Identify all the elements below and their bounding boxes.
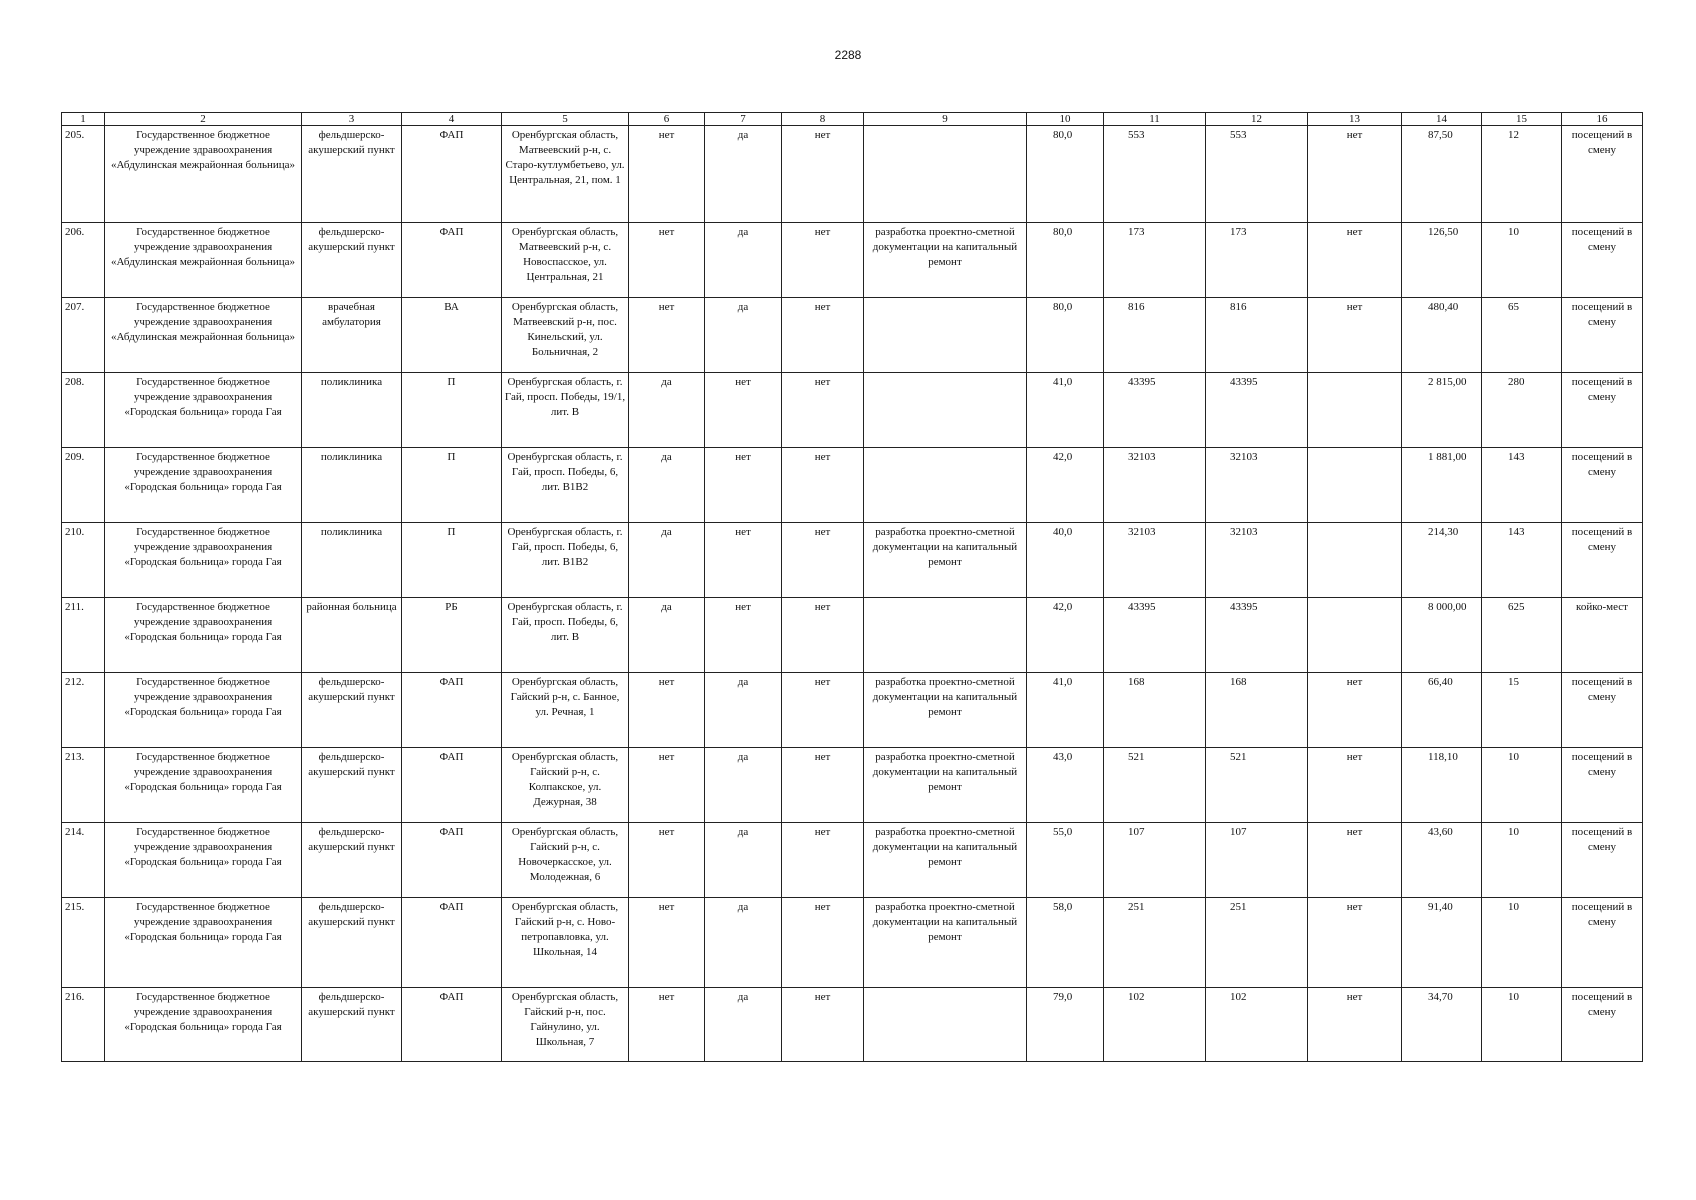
column-15-value: 625	[1482, 598, 1562, 673]
column-7-value: нет	[705, 373, 782, 448]
column-14-value: 214,30	[1402, 523, 1482, 598]
row-number: 212.	[62, 673, 105, 748]
facility-abbreviation: ФАП	[402, 823, 502, 898]
column-7-value: да	[705, 223, 782, 298]
facility-type: фельдшерско-акушерский пункт	[302, 748, 402, 823]
column-14-value: 34,70	[1402, 988, 1482, 1062]
column-12-value: 521	[1206, 748, 1308, 823]
facility-address: Оренбургская область, Матвеевский р-н, пос. Кинельский, ул. Больничная, 2	[502, 298, 629, 373]
facility-abbreviation: ФАП	[402, 223, 502, 298]
page-number: 2288	[834, 48, 862, 62]
column-11-value: 816	[1104, 298, 1206, 373]
column-10-value: 41,0	[1027, 373, 1104, 448]
column-14-value: 43,60	[1402, 823, 1482, 898]
column-6-value: нет	[629, 988, 705, 1062]
facility-address: Оренбургская область, г. Гай, просп. Победы, 6, лит. В1В2	[502, 448, 629, 523]
facility-type: поликлиника	[302, 373, 402, 448]
column-14-value: 8 000,00	[1402, 598, 1482, 673]
column-8-value: нет	[782, 126, 864, 223]
row-number: 206.	[62, 223, 105, 298]
column-12-value: 32103	[1206, 523, 1308, 598]
facility-abbreviation: ФАП	[402, 673, 502, 748]
column-11-value: 32103	[1104, 523, 1206, 598]
column-number-7: 7	[705, 113, 782, 126]
column-7-value: да	[705, 126, 782, 223]
column-14-value: 480,40	[1402, 298, 1482, 373]
column-12-value: 168	[1206, 673, 1308, 748]
planned-work	[864, 298, 1027, 373]
capacity-unit: посещений в смену	[1562, 298, 1643, 373]
planned-work: разработка проектно-сметной документации на капитальный ремонт	[864, 823, 1027, 898]
planned-work	[864, 373, 1027, 448]
institution-name: Государственное бюджетное учреждение здравоохранения «Городская больница» города Гая	[105, 523, 302, 598]
column-11-value: 43395	[1104, 373, 1206, 448]
facility-type: районная больница	[302, 598, 402, 673]
facility-address: Оренбургская область, Гайский р-н, с. Колпакское, ул. Дежурная, 38	[502, 748, 629, 823]
planned-work	[864, 988, 1027, 1062]
column-12-value: 107	[1206, 823, 1308, 898]
column-number-16: 16	[1562, 113, 1643, 126]
column-14-value: 1 881,00	[1402, 448, 1482, 523]
column-7-value: да	[705, 823, 782, 898]
institution-name: Государственное бюджетное учреждение здравоохранения «Городская больница» города Гая	[105, 898, 302, 988]
facility-address: Оренбургская область, г. Гай, просп. Победы, 19/1, лит. В	[502, 373, 629, 448]
facility-type: фельдшерско-акушерский пункт	[302, 126, 402, 223]
capacity-unit: посещений в смену	[1562, 523, 1643, 598]
column-12-value: 32103	[1206, 448, 1308, 523]
institution-name: Государственное бюджетное учреждение здравоохранения «Городская больница» города Гая	[105, 598, 302, 673]
capacity-unit: посещений в смену	[1562, 748, 1643, 823]
row-number: 207.	[62, 298, 105, 373]
column-7-value: да	[705, 673, 782, 748]
facility-abbreviation: П	[402, 523, 502, 598]
column-6-value: да	[629, 598, 705, 673]
table-row	[62, 598, 1643, 673]
row-number: 215.	[62, 898, 105, 988]
facility-address: Оренбургская область, Матвеевский р-н, с. Старо-кутлумбетьево, ул. Центральная, 21, пом. 1	[502, 126, 629, 223]
institution-name: Государственное бюджетное учреждение здравоохранения «Городская больница» города Гая	[105, 673, 302, 748]
column-15-value: 10	[1482, 823, 1562, 898]
column-number-1: 1	[62, 113, 105, 126]
facility-type: поликлиника	[302, 523, 402, 598]
facility-abbreviation: РБ	[402, 598, 502, 673]
column-7-value: да	[705, 298, 782, 373]
planned-work	[864, 448, 1027, 523]
capacity-unit: посещений в смену	[1562, 673, 1643, 748]
column-12-value: 251	[1206, 898, 1308, 988]
facility-abbreviation: ФАП	[402, 748, 502, 823]
planned-work: разработка проектно-сметной документации на капитальный ремонт	[864, 673, 1027, 748]
facility-type: фельдшерско-акушерский пункт	[302, 988, 402, 1062]
column-12-value: 173	[1206, 223, 1308, 298]
row-number: 216.	[62, 988, 105, 1062]
planned-work: разработка проектно-сметной документации на капитальный ремонт	[864, 898, 1027, 988]
column-14-value: 87,50	[1402, 126, 1482, 223]
column-8-value: нет	[782, 373, 864, 448]
column-15-value: 15	[1482, 673, 1562, 748]
column-6-value: да	[629, 373, 705, 448]
column-8-value: нет	[782, 748, 864, 823]
column-8-value: нет	[782, 298, 864, 373]
column-13-value	[1308, 373, 1402, 448]
facility-type: фельдшерско-акушерский пункт	[302, 673, 402, 748]
column-11-value: 102	[1104, 988, 1206, 1062]
column-6-value: нет	[629, 748, 705, 823]
column-6-value: нет	[629, 223, 705, 298]
column-6-value: нет	[629, 898, 705, 988]
table-row	[62, 223, 1643, 298]
column-13-value	[1308, 598, 1402, 673]
column-number-13: 13	[1308, 113, 1402, 126]
row-number: 205.	[62, 126, 105, 223]
capacity-unit: посещений в смену	[1562, 823, 1643, 898]
column-8-value: нет	[782, 223, 864, 298]
column-7-value: нет	[705, 523, 782, 598]
column-6-value: нет	[629, 126, 705, 223]
column-12-value: 102	[1206, 988, 1308, 1062]
facility-abbreviation: ФАП	[402, 898, 502, 988]
column-8-value: нет	[782, 823, 864, 898]
capacity-unit: койко-мест	[1562, 598, 1643, 673]
facility-type: фельдшерско-акушерский пункт	[302, 898, 402, 988]
table-row	[62, 673, 1643, 748]
column-11-value: 168	[1104, 673, 1206, 748]
column-number-8: 8	[782, 113, 864, 126]
table-row	[62, 298, 1643, 373]
column-13-value: нет	[1308, 898, 1402, 988]
column-13-value: нет	[1308, 673, 1402, 748]
column-8-value: нет	[782, 523, 864, 598]
table-row	[62, 373, 1643, 448]
facility-type: поликлиника	[302, 448, 402, 523]
column-7-value: нет	[705, 598, 782, 673]
institution-name: Государственное бюджетное учреждение здравоохранения «Городская больница» города Гая	[105, 988, 302, 1062]
column-13-value: нет	[1308, 748, 1402, 823]
column-15-value: 10	[1482, 223, 1562, 298]
column-number-14: 14	[1402, 113, 1482, 126]
capacity-unit: посещений в смену	[1562, 448, 1643, 523]
column-10-value: 40,0	[1027, 523, 1104, 598]
planned-work	[864, 126, 1027, 223]
column-14-value: 118,10	[1402, 748, 1482, 823]
column-14-value: 126,50	[1402, 223, 1482, 298]
column-11-value: 521	[1104, 748, 1206, 823]
facility-abbreviation: П	[402, 373, 502, 448]
table-row	[62, 448, 1643, 523]
column-15-value: 10	[1482, 748, 1562, 823]
column-number-15: 15	[1482, 113, 1562, 126]
column-13-value: нет	[1308, 298, 1402, 373]
facility-abbreviation: ВА	[402, 298, 502, 373]
facility-address: Оренбургская область, Матвеевский р-н, с. Новоспасское, ул. Центральная, 21	[502, 223, 629, 298]
row-number: 210.	[62, 523, 105, 598]
planned-work: разработка проектно-сметной документации на капитальный ремонт	[864, 523, 1027, 598]
column-number-9: 9	[864, 113, 1027, 126]
column-11-value: 553	[1104, 126, 1206, 223]
capacity-unit: посещений в смену	[1562, 126, 1643, 223]
column-number-3: 3	[302, 113, 402, 126]
column-11-value: 32103	[1104, 448, 1206, 523]
column-14-value: 66,40	[1402, 673, 1482, 748]
column-14-value: 2 815,00	[1402, 373, 1482, 448]
column-7-value: да	[705, 898, 782, 988]
column-6-value: нет	[629, 673, 705, 748]
column-12-value: 816	[1206, 298, 1308, 373]
column-13-value	[1308, 523, 1402, 598]
table-row	[62, 988, 1643, 1062]
row-number: 208.	[62, 373, 105, 448]
column-12-value: 43395	[1206, 598, 1308, 673]
planned-work	[864, 598, 1027, 673]
facilities-table	[61, 112, 1643, 1062]
column-8-value: нет	[782, 598, 864, 673]
column-14-value: 91,40	[1402, 898, 1482, 988]
column-6-value: нет	[629, 298, 705, 373]
column-11-value: 251	[1104, 898, 1206, 988]
column-number-row	[62, 113, 1643, 126]
facility-address: Оренбургская область, г. Гай, просп. Победы, 6, лит. В1В2	[502, 523, 629, 598]
column-7-value: да	[705, 988, 782, 1062]
column-11-value: 43395	[1104, 598, 1206, 673]
column-15-value: 280	[1482, 373, 1562, 448]
column-6-value: да	[629, 523, 705, 598]
column-number-4: 4	[402, 113, 502, 126]
column-13-value: нет	[1308, 126, 1402, 223]
column-13-value: нет	[1308, 988, 1402, 1062]
facility-abbreviation: П	[402, 448, 502, 523]
row-number: 213.	[62, 748, 105, 823]
column-15-value: 12	[1482, 126, 1562, 223]
institution-name: Государственное бюджетное учреждение здравоохранения «Абдулинская межрайонная больница»	[105, 126, 302, 223]
table-row	[62, 126, 1643, 223]
capacity-unit: посещений в смену	[1562, 373, 1643, 448]
column-13-value: нет	[1308, 823, 1402, 898]
institution-name: Государственное бюджетное учреждение здравоохранения «Городская больница» города Гая	[105, 823, 302, 898]
table-row	[62, 823, 1643, 898]
capacity-unit: посещений в смену	[1562, 898, 1643, 988]
column-10-value: 42,0	[1027, 448, 1104, 523]
column-10-value: 41,0	[1027, 673, 1104, 748]
facility-address: Оренбургская область, Гайский р-н, пос. Гайнулино, ул. Школьная, 7	[502, 988, 629, 1062]
row-number: 214.	[62, 823, 105, 898]
column-10-value: 80,0	[1027, 223, 1104, 298]
column-number-6: 6	[629, 113, 705, 126]
column-6-value: да	[629, 448, 705, 523]
column-number-12: 12	[1206, 113, 1308, 126]
facility-type: фельдшерско-акушерский пункт	[302, 823, 402, 898]
facility-address: Оренбургская область, Гайский р-н, с. Банное, ул. Речная, 1	[502, 673, 629, 748]
institution-name: Государственное бюджетное учреждение здравоохранения «Городская больница» города Гая	[105, 373, 302, 448]
facility-abbreviation: ФАП	[402, 988, 502, 1062]
planned-work: разработка проектно-сметной документации на капитальный ремонт	[864, 223, 1027, 298]
table-row	[62, 523, 1643, 598]
column-12-value: 43395	[1206, 373, 1308, 448]
column-number-5: 5	[502, 113, 629, 126]
column-10-value: 58,0	[1027, 898, 1104, 988]
column-15-value: 143	[1482, 523, 1562, 598]
column-10-value: 80,0	[1027, 298, 1104, 373]
column-7-value: да	[705, 748, 782, 823]
column-10-value: 42,0	[1027, 598, 1104, 673]
facility-address: Оренбургская область, Гайский р-н, с. Новочеркасское, ул. Молодежная, 6	[502, 823, 629, 898]
column-8-value: нет	[782, 988, 864, 1062]
row-number: 209.	[62, 448, 105, 523]
column-number-2: 2	[105, 113, 302, 126]
institution-name: Государственное бюджетное учреждение здравоохранения «Городская больница» города Гая	[105, 748, 302, 823]
column-15-value: 10	[1482, 898, 1562, 988]
column-15-value: 65	[1482, 298, 1562, 373]
table-row	[62, 748, 1643, 823]
column-13-value: нет	[1308, 223, 1402, 298]
column-7-value: нет	[705, 448, 782, 523]
facility-abbreviation: ФАП	[402, 126, 502, 223]
column-10-value: 80,0	[1027, 126, 1104, 223]
column-6-value: нет	[629, 823, 705, 898]
capacity-unit: посещений в смену	[1562, 988, 1643, 1062]
facility-address: Оренбургская область, Гайский р-н, с. Ново-петропавловка, ул. Школьная, 14	[502, 898, 629, 988]
facility-type: врачебная амбулатория	[302, 298, 402, 373]
column-8-value: нет	[782, 448, 864, 523]
facility-type: фельдшерско-акушерский пункт	[302, 223, 402, 298]
column-12-value: 553	[1206, 126, 1308, 223]
column-15-value: 10	[1482, 988, 1562, 1062]
column-number-11: 11	[1104, 113, 1206, 126]
facility-address: Оренбургская область, г. Гай, просп. Победы, 6, лит. В	[502, 598, 629, 673]
column-13-value	[1308, 448, 1402, 523]
column-15-value: 143	[1482, 448, 1562, 523]
column-8-value: нет	[782, 898, 864, 988]
institution-name: Государственное бюджетное учреждение здравоохранения «Абдулинская межрайонная больница»	[105, 223, 302, 298]
column-8-value: нет	[782, 673, 864, 748]
capacity-unit: посещений в смену	[1562, 223, 1643, 298]
column-11-value: 107	[1104, 823, 1206, 898]
column-10-value: 55,0	[1027, 823, 1104, 898]
institution-name: Государственное бюджетное учреждение здравоохранения «Городская больница» города Гая	[105, 448, 302, 523]
column-11-value: 173	[1104, 223, 1206, 298]
planned-work: разработка проектно-сметной документации на капитальный ремонт	[864, 748, 1027, 823]
column-10-value: 43,0	[1027, 748, 1104, 823]
column-number-10: 10	[1027, 113, 1104, 126]
table-row	[62, 898, 1643, 988]
column-10-value: 79,0	[1027, 988, 1104, 1062]
institution-name: Государственное бюджетное учреждение здравоохранения «Абдулинская межрайонная больница»	[105, 298, 302, 373]
row-number: 211.	[62, 598, 105, 673]
